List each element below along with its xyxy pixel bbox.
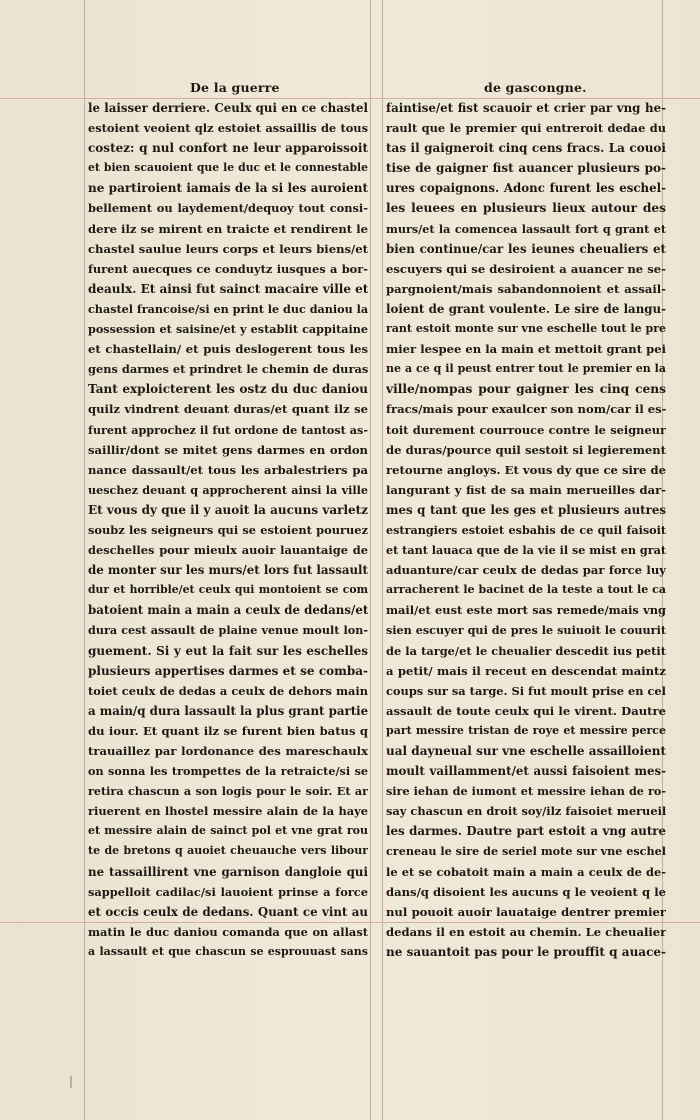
text-line: batoient main a main a ceulx de dedans/et: [88, 603, 368, 618]
text-line: chastel francoise/si en print le duc daniou la: [88, 301, 368, 316]
text-line: retourne angloys. Et vous dy que ce sire de: [386, 462, 666, 477]
text-line: tas il gaigneroit cinq cens fracs. La couoi: [386, 141, 666, 156]
text-line: et tant lauaca que de la vie il se mist en grat: [386, 543, 666, 558]
text-line: chastel saulue leurs corps et leurs biens/et: [88, 241, 368, 256]
text-line: les darmes. Dautre part estoit a vng autre: [386, 824, 666, 839]
text-line: deaulx. Et ainsi fut sainct macaire ville et: [88, 281, 368, 296]
text-line: dura cest assault de plaine venue moult lon-: [88, 623, 368, 638]
text-line: part messire tristan de roye et messire perce: [386, 723, 666, 737]
text-line: bellement ou laydement/dequoy tout consi-: [88, 201, 368, 216]
text-line: ville/nompas pour gaigner les cinq cens: [386, 382, 666, 397]
text-line: dedans il en estoit au chemin. Le cheualier: [386, 924, 666, 939]
text-line: de monter sur les murs/et lors fut lassault: [88, 563, 368, 578]
text-line: saillir/dont se mitet gens darmes en ordon: [88, 442, 368, 457]
text-line: Tant exploicterent les ostz du duc daniou: [88, 382, 368, 397]
text-line: dere ilz se mirent en traicte et rendirent le: [88, 221, 368, 236]
text-line: ne a ce q il peust entrer tout le premier en la: [386, 362, 666, 376]
text-line: sien escuyer qui de pres le suiuoit le couurit: [386, 623, 666, 638]
text-line: rault que le premier qui entreroit dedae du: [386, 121, 666, 136]
text-line: soubz les seigneurs qui se estoient pouruez: [88, 522, 368, 537]
text-line: toiet ceulx de dedas a ceulx de dehors main: [88, 683, 368, 698]
text-line: estrangiers estoiet esbahis de ce quil faisoit: [386, 522, 666, 537]
text-line: mes q tant que les ges et plusieurs autres: [386, 502, 666, 517]
text-line: rant estoit monte sur vne eschelle tout le pre: [386, 322, 666, 336]
text-line: say chascun en droit soy/ilz faisoiet merueil: [386, 804, 666, 819]
text-line: te de bretons q auoiet cheuauche vers libour: [88, 844, 368, 858]
text-line: nul pouoit auoir lauataige dentrer premier: [386, 904, 666, 919]
column-rule-right-inner: [382, 0, 383, 1120]
text-line: dur et horrible/et ceulx qui montoient se com: [88, 583, 368, 597]
text-line: coups sur sa targe. Si fut moult prise en cel: [386, 683, 666, 698]
text-line: dans/q disoient les aucuns q le veoient q le: [386, 884, 666, 899]
margin-rule-left: [84, 0, 85, 1120]
text-line: a petit/ mais il receut en descendat maintz: [386, 663, 666, 678]
text-line: faintise/et fist scauoir et crier par vng he-: [386, 101, 666, 115]
text-line: toit durement courrouce contre le seigneur: [386, 422, 666, 437]
text-line: plusieurs appertises darmes et se comba-: [88, 663, 368, 678]
text-line: possession et saisine/et y establit cappitaine: [88, 322, 368, 337]
text-line: et bien scauoient que le duc et le connestable: [88, 161, 368, 175]
text-line: estoient veoient qlz estoiet assaillis de tous: [88, 121, 368, 136]
text-line: le laisser derriere. Ceulx qui en ce chastel: [88, 101, 368, 115]
text-column-left: [88, 98, 368, 962]
text-line: on sonna les trompettes de la retraicte/si se: [88, 764, 368, 779]
text-line: trauaillez par lordonance des mareschaulx: [88, 744, 368, 758]
text-line: langurant y fist de sa main merueilles dar-: [386, 482, 666, 497]
text-line: aduanture/car ceulx de dedas par force luy: [386, 563, 666, 578]
text-line: tise de gaigner fist auancer plusieurs po-: [386, 161, 666, 176]
text-line: ne partiroient iamais de la si les auroient: [88, 181, 368, 196]
text-line: de duras/pource quil sestoit si legierement: [386, 442, 666, 457]
text-line: ne sauantoit pas pour le prouffit q auace-: [386, 944, 666, 959]
text-line: guement. Si y eut la fait sur les eschelles: [88, 643, 368, 658]
text-line: fracs/mais pour exaulcer son nom/car il es-: [386, 402, 666, 417]
text-line: sire iehan de iumont et messire iehan de ro-: [386, 784, 666, 799]
text-line: de la targe/et le cheualier descedit ius petit: [386, 643, 666, 658]
text-line: bien continue/car les ieunes cheualiers et: [386, 241, 666, 256]
text-line: Et vous dy que il y auoit la aucuns varletz: [88, 502, 368, 517]
page-mark: [70, 1076, 72, 1088]
text-line: ual dayneual sur vne eschelle assailloient: [386, 744, 666, 758]
text-line: mail/et eust este mort sas remede/mais vng: [386, 603, 666, 618]
text-line: nance dassault/et tous les arbalestriers pa: [88, 462, 368, 477]
text-line: murs/et la comencea lassault fort q grant et: [386, 221, 666, 236]
text-line: creneau le sire de seriel mote sur vne eschel: [386, 844, 666, 859]
text-line: pargnoient/mais sabandonnoient et assail-: [386, 281, 666, 296]
text-line: matin le duc daniou comanda que on allast: [88, 924, 368, 939]
text-line: du iour. Et quant ilz se furent bien batus q: [88, 723, 368, 738]
text-line: et chastellain/ et puis deslogerent tous les: [88, 342, 368, 357]
text-line: a main/q dura lassault la plus grant partie: [88, 703, 368, 718]
running-header-right: de gascongne.: [484, 80, 587, 95]
text-line: moult vaillamment/et aussi faisoient mes-: [386, 764, 666, 779]
text-line: les leuees en plusieurs lieux autour des: [386, 201, 666, 216]
text-line: costez: q nul confort ne leur apparoissoit: [88, 141, 368, 156]
text-line: deschelles pour mieulx auoir lauantaige de: [88, 543, 368, 558]
text-line: ueschez deuant q approcherent ainsi la ville: [88, 482, 368, 497]
text-line: et occis ceulx de dedans. Quant ce vint au: [88, 904, 368, 919]
text-line: furent approchez il fut ordone de tantost as-: [88, 422, 368, 437]
text-line: et messire alain de sainct pol et vne grat rou: [88, 824, 368, 838]
text-line: assault de toute ceulx qui le virent. Dautre: [386, 703, 666, 718]
running-header-left: De la guerre: [190, 80, 280, 95]
text-line: le et se cobatoit main a main a ceulx de de-: [386, 864, 666, 879]
text-line: retira chascun a son logis pour le soir. Et ar: [88, 784, 368, 799]
text-line: mier lespee en la main et mettoit grant pei: [386, 342, 666, 357]
text-line: sappelloit cadilac/si lauoient prinse a force: [88, 884, 368, 899]
text-column-right: [386, 98, 666, 962]
text-line: ne tassaillirent vne garnison dangloie qui: [88, 864, 368, 879]
text-line: loient de grant voulente. Le sire de langu-: [386, 301, 666, 316]
text-line: riuerent en lhostel messire alain de la haye: [88, 804, 368, 819]
text-line: arracherent le bacinet de la teste a tout le ca: [386, 583, 666, 597]
text-line: a lassault et que chascun se esprouuast sans: [88, 944, 368, 958]
text-line: furent auecques ce conduytz iusques a bor-: [88, 261, 368, 276]
text-line: gens darmes et prindret le chemin de duras: [88, 362, 368, 377]
column-rule-left-inner: [370, 0, 371, 1120]
text-line: quilz vindrent deuant duras/et quant ilz se: [88, 402, 368, 417]
text-line: escuyers qui se desiroient a auancer ne se-: [386, 261, 666, 276]
text-line: ures copaignons. Adonc furent les eschel-: [386, 181, 666, 196]
